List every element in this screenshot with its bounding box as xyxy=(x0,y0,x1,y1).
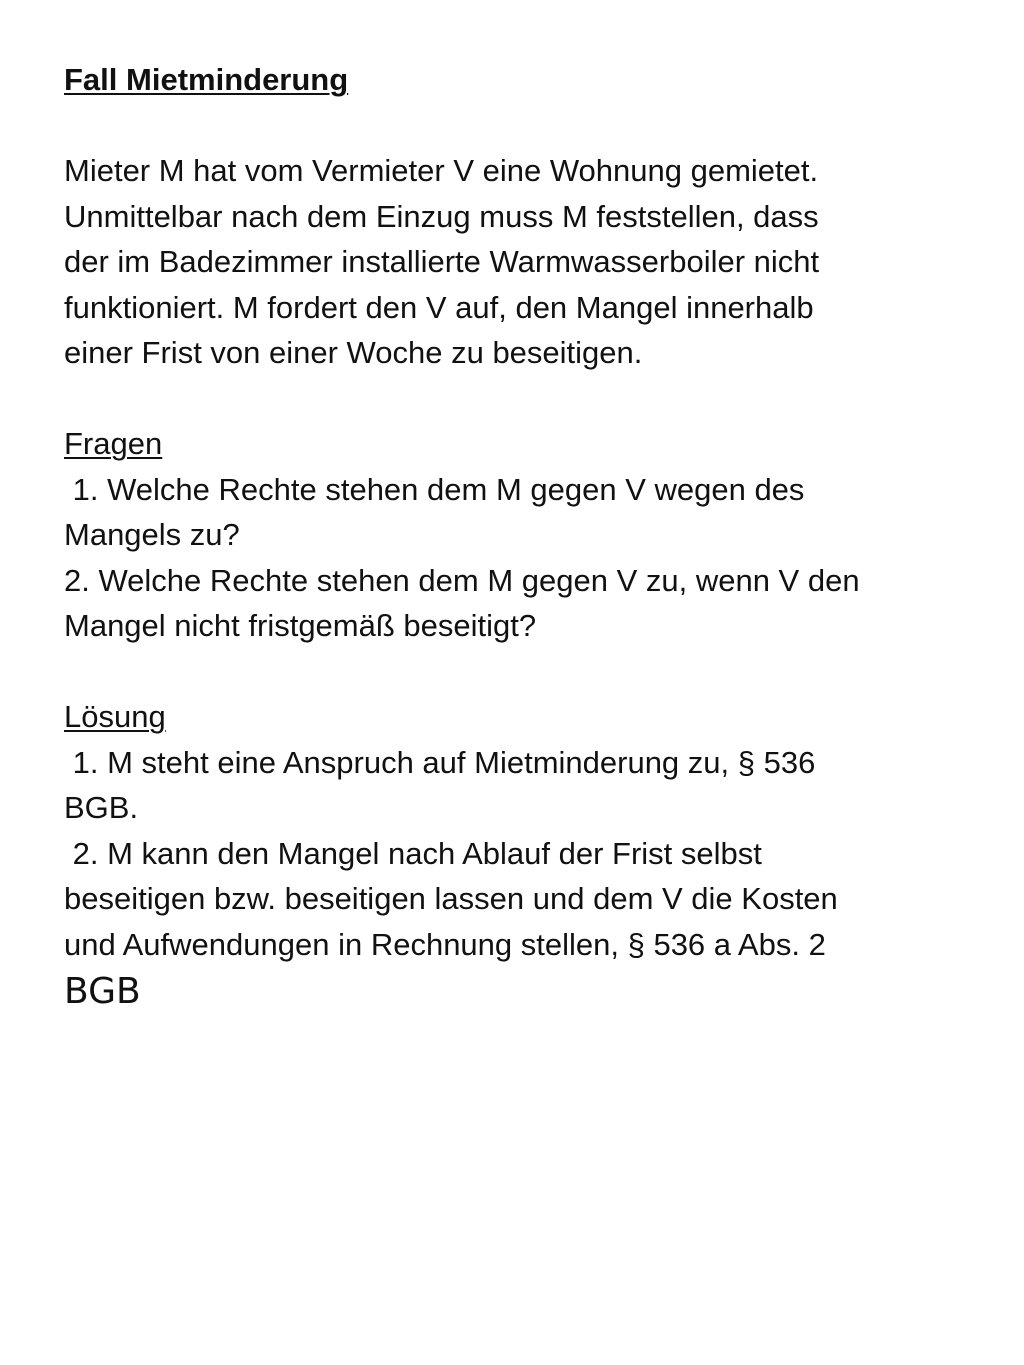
spacer xyxy=(64,103,964,149)
case-line: Unmittelbar nach dem Einzug muss M feststellen, dass xyxy=(64,198,819,234)
slide-content xyxy=(64,57,964,1017)
solution-final-line: BGB xyxy=(64,971,141,1012)
question-line: 2. Welche Rechte stehen dem M gegen V zu, wenn V den xyxy=(64,562,860,598)
question-line: 1. Welche Rechte stehen dem M gegen V wegen des xyxy=(64,471,805,507)
questions-section xyxy=(64,421,964,649)
question-line: Mangels zu? xyxy=(64,517,240,552)
case-line: funktioniert. M fordert den V auf, den Mangel innerhalb xyxy=(64,289,814,325)
solution-line: BGB. xyxy=(64,790,139,825)
case-description xyxy=(64,148,964,376)
solution-line: 1. M steht eine Anspruch auf Mietminderung zu, § 536 xyxy=(64,744,816,780)
questions-heading: Fragen xyxy=(64,426,163,461)
case-line: der im Badezimmer installierte Warmwasserboiler nicht xyxy=(64,244,820,279)
spacer xyxy=(64,376,964,422)
case-line: Mieter M hat vom Vermieter V eine Wohnung gemietet. xyxy=(64,153,819,188)
solution-section xyxy=(64,694,964,1017)
solution-heading: Lösung xyxy=(64,699,166,734)
solution-line: und Aufwendungen in Rechnung stellen, § 536 a Abs. 2 xyxy=(64,926,826,962)
solution-line: beseitigen bzw. beseitigen lassen und dem V die Kosten xyxy=(64,881,838,916)
question-line: Mangel nicht fristgemäß beseitigt? xyxy=(64,608,537,643)
spacer xyxy=(64,649,964,695)
case-line: einer Frist von einer Woche zu beseitigen. xyxy=(64,335,643,370)
solution-line: 2. M kann den Mangel nach Ablauf der Frist selbst xyxy=(64,835,762,871)
slide-title: Fall Mietminderung xyxy=(64,62,349,97)
